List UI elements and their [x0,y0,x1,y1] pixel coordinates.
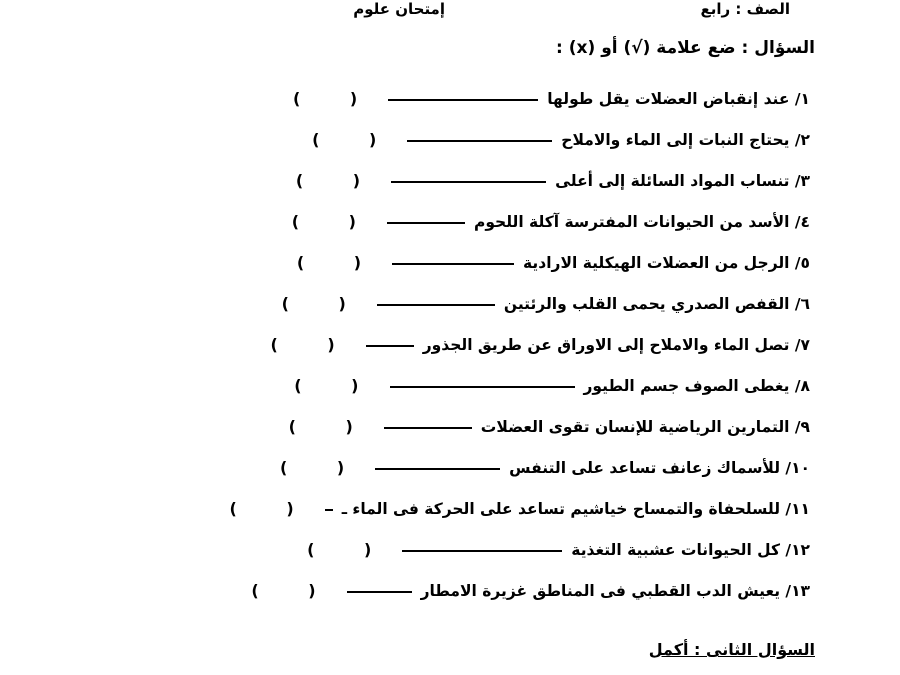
question-item-text: ١/ عند إنقباض العضلات يقل طولها [547,89,810,108]
question-item-text: ١٠/ للأسماك زعانف تساعد على التنفس [509,458,810,477]
question-item-text: ١٣/ يعيش الدب القطبي فى المناطق غزيرة الامطار [420,581,810,600]
question1-heading: السؤال : ضع علامة (√) أو (x) : [556,38,815,58]
exam-title: إمتحان علوم [353,0,445,18]
list-item [0,529,900,570]
question-item-text: ٤/ الأسد من الحيوانات المفترسة آكلة اللحوم [473,212,810,231]
list-item [0,201,900,242]
list-item [0,160,900,201]
leader-line [377,304,495,306]
leader-line [384,427,472,429]
answer-box[interactable]: ( ) [296,253,384,272]
list-item [0,78,900,119]
answer-box[interactable]: ( ) [270,335,357,354]
answer-box[interactable]: ( ) [251,581,338,600]
answer-box[interactable]: ( ) [279,458,367,477]
leader-line [392,263,514,265]
answer-box[interactable]: ( ) [288,417,375,436]
list-item [0,570,900,611]
leader-line [375,468,500,470]
grade-label: الصف : رابع [700,0,790,18]
question-item-text: ٣/ تنساب المواد السائلة إلى أعلى [555,171,810,190]
leader-line [366,345,414,347]
leader-line [387,222,465,224]
answer-box[interactable]: ( ) [307,540,394,559]
answer-box[interactable]: ( ) [229,499,316,518]
answer-box[interactable]: ( ) [294,376,381,395]
question-item-text: ١١/ للسلحفاة والتمساح خياشيم تساعد على الحركة فى الماء ـ [341,499,810,518]
question-item-text: ٨/ يغطى الصوف جسم الطيور [583,376,810,395]
list-item [0,324,900,365]
question-item-text: ٦/ القفص الصدري يحمى القلب والرئتين [503,294,810,313]
leader-line [407,140,552,142]
answer-box[interactable]: ( ) [291,212,378,231]
leader-line [402,550,562,552]
list-item [0,488,900,529]
list-item [0,119,900,160]
question-item-text: ٩/ التمارين الرياضية للإنسان تقوى العضلات [480,417,810,436]
list-item [0,406,900,447]
answer-box[interactable]: ( ) [293,89,380,108]
question-item-text: ١٢/ كل الحيوانات عشبية التغذية [571,540,810,559]
list-item [0,283,900,324]
answer-box[interactable]: ( ) [281,294,368,313]
leader-line [391,181,546,183]
question-item-text: ٢/ يحتاج النبات إلى الماء والاملاح [561,130,810,149]
page-header [0,0,900,26]
question-item-text: ٥/ الرجل من العضلات الهيكلية الارادية [523,253,810,272]
question2-heading: السؤال الثانى : أكمل [648,640,815,659]
leader-line [325,509,333,511]
question-item-text: ٧/ تصل الماء والاملاح إلى الاوراق عن طريق الجذور [422,335,810,354]
answer-box[interactable]: ( ) [312,130,399,149]
leader-line [347,591,412,593]
list-item [0,447,900,488]
answer-box[interactable]: ( ) [295,171,383,190]
list-item [0,365,900,406]
list-item [0,242,900,283]
leader-line [390,386,575,388]
leader-line [388,99,538,101]
question1-items [0,78,900,611]
